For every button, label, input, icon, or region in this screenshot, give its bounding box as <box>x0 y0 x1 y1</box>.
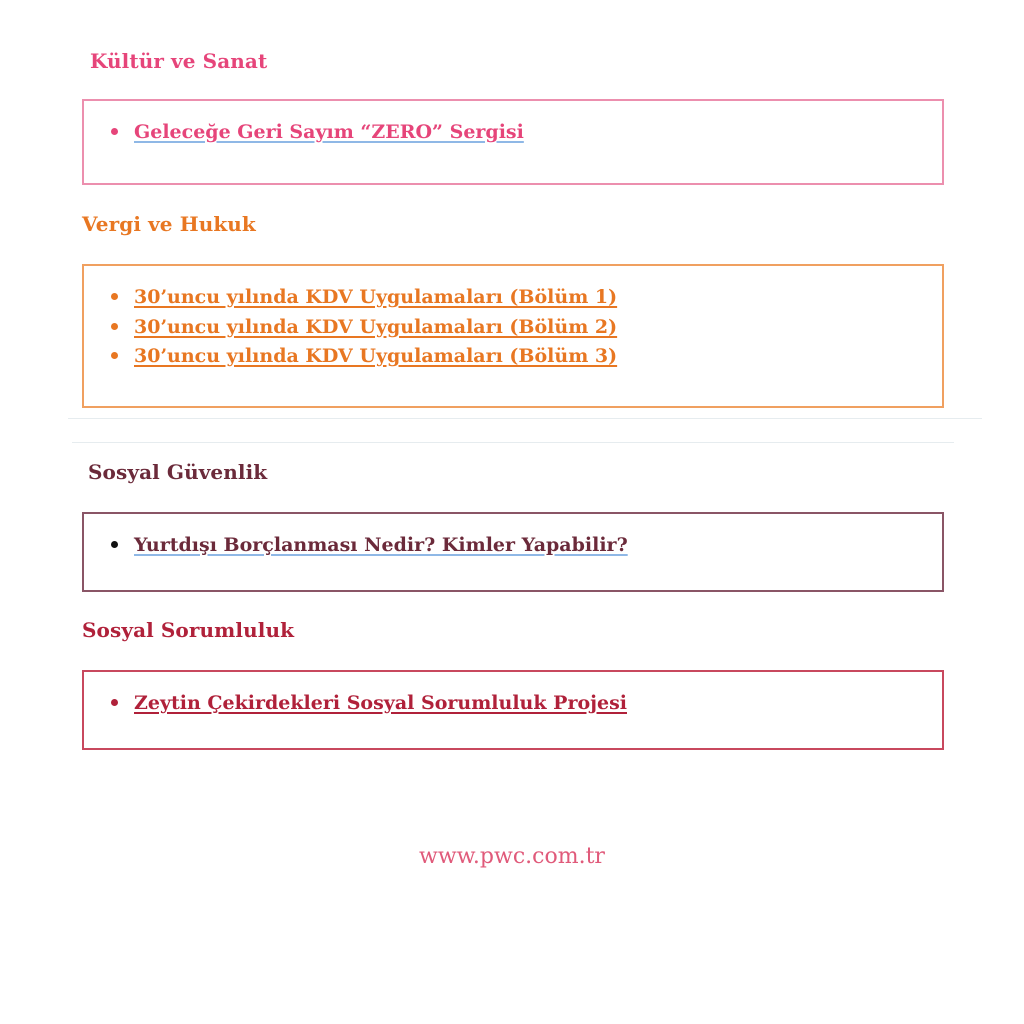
kdv-part-2-link[interactable]: 30’uncu yılında KDV Uygulamaları (Bölüm 2) <box>134 315 618 338</box>
bullet-icon <box>111 293 118 300</box>
section-heading-vergi-hukuk: Vergi ve Hukuk <box>82 212 256 236</box>
olive-pits-project-link[interactable]: Zeytin Çekirdekleri Sosyal Sorumluluk Projesi <box>134 692 627 714</box>
kdv-part-1-link[interactable]: 30’uncu yılında KDV Uygulamaları (Bölüm 1) <box>134 286 618 308</box>
section-box-vergi-hukuk <box>82 264 944 408</box>
link-list <box>134 691 627 721</box>
footer-website-link[interactable]: www.pwc.com.tr <box>419 844 605 869</box>
list-item <box>134 691 627 721</box>
divider <box>72 442 954 443</box>
list-item <box>134 120 524 150</box>
list-item <box>134 533 628 563</box>
bullet-icon <box>111 323 118 330</box>
bullet-icon <box>111 541 118 548</box>
section-box-sosyal-guvenlik <box>82 512 944 592</box>
bullet-icon <box>111 128 118 135</box>
section-heading-kultur-sanat: Kültür ve Sanat <box>90 49 268 73</box>
foreign-borrowing-link[interactable]: Yurtdışı Borçlanması Nedir? Kimler Yapabilir? <box>134 534 628 556</box>
section-heading-sosyal-sorumluluk: Sosyal Sorumluluk <box>82 618 295 642</box>
list-item <box>134 285 617 315</box>
section-heading-sosyal-guvenlik: Sosyal Güvenlik <box>88 460 268 484</box>
divider <box>68 418 982 419</box>
link-list <box>134 285 617 374</box>
bullet-icon <box>111 699 118 706</box>
section-box-kultur-sanat <box>82 99 944 185</box>
link-list <box>134 120 524 150</box>
bullet-icon <box>111 352 118 359</box>
list-item <box>134 315 617 345</box>
list-item <box>134 344 617 374</box>
zero-exhibition-link[interactable]: Geleceğe Geri Sayım “ZERO” Sergisi <box>134 121 524 143</box>
link-list <box>134 533 628 563</box>
kdv-part-3-link[interactable]: 30’uncu yılında KDV Uygulamaları (Bölüm 3) <box>134 345 618 367</box>
section-box-sosyal-sorumluluk <box>82 670 944 750</box>
